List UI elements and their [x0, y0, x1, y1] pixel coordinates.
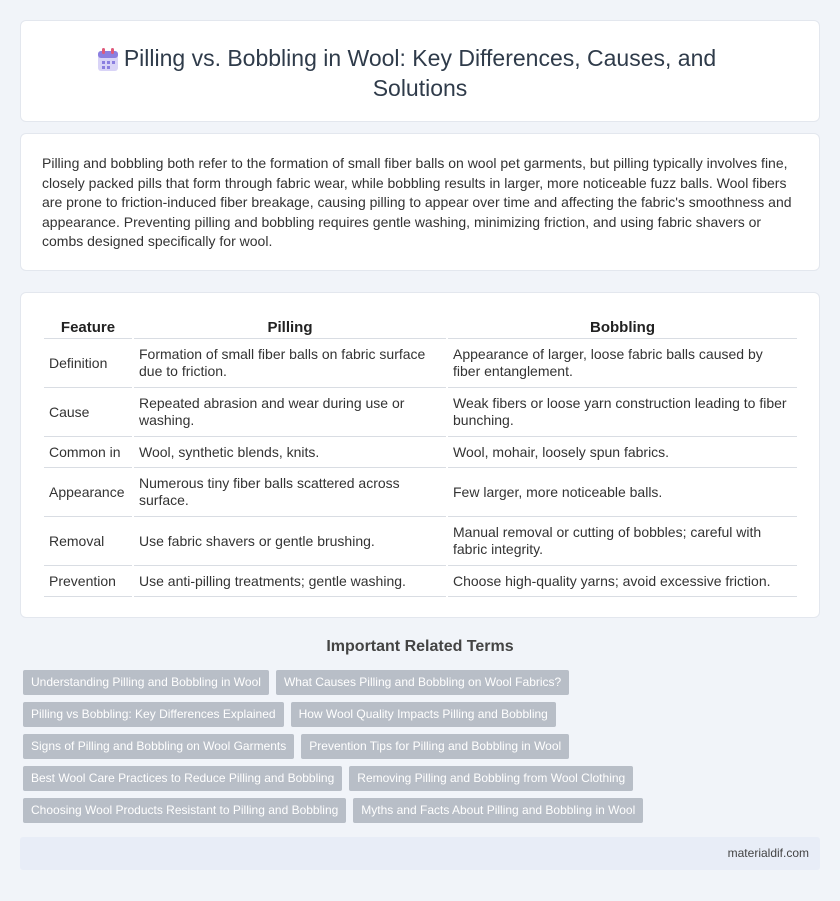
table-row — [44, 468, 797, 517]
cell-feature: Common in — [44, 437, 132, 468]
related-term-link[interactable]: Removing Pilling and Bobbling from Wool Clothing — [349, 766, 633, 791]
cell-bobbling: Wool, mohair, loosely spun fabrics. — [448, 437, 797, 468]
table-header-row — [44, 314, 797, 339]
footer — [20, 837, 820, 870]
cell-pilling: Repeated abrasion and wear during use or washing. — [134, 388, 446, 437]
page-title: Pilling vs. Bobbling in Wool: Key Differences, Causes, and Solutions — [123, 45, 717, 101]
table-row — [44, 437, 797, 468]
header-feature: Feature — [44, 314, 132, 339]
table-row — [44, 388, 797, 437]
related-terms-list — [23, 670, 813, 830]
comparison-table-card — [20, 292, 820, 618]
related-term-link[interactable]: Prevention Tips for Pilling and Bobbling in Wool — [301, 734, 569, 759]
related-term-link[interactable]: Understanding Pilling and Bobbling in Wool — [23, 670, 269, 695]
cell-pilling: Numerous tiny fiber balls scattered across surface. — [134, 468, 446, 517]
cell-pilling: Use anti-pilling treatments; gentle washing. — [134, 566, 446, 597]
related-term-link[interactable]: Pilling vs Bobbling: Key Differences Explained — [23, 702, 284, 727]
cell-feature: Appearance — [44, 468, 132, 517]
cell-bobbling: Few larger, more noticeable balls. — [448, 468, 797, 517]
table-row — [44, 517, 797, 566]
related-term-link[interactable]: Myths and Facts About Pilling and Bobbling in Wool — [353, 798, 643, 823]
cell-feature: Definition — [44, 339, 132, 388]
comparison-table — [42, 314, 799, 597]
header-pilling: Pilling — [134, 314, 446, 339]
footer-site-name: materialdif.com — [727, 846, 809, 860]
cell-feature: Prevention — [44, 566, 132, 597]
summary-text: Pilling and bobbling both refer to the formation of small fiber balls on wool pet garments, but pilling typically involves fine, closely packed pills that form through fabric wear, while bobbling results in larger, more noticeable fuzz balls. Wool fibers are prone to friction-induced fiber breakage, causing pilling to appear over time and affecting the fabric's smoothness and appearance. Preventing pilling and bobbling requires gentle washing, minimizing friction, and using fabric shavers or combs designed specifically for wool. — [42, 155, 792, 250]
calendar-icon — [96, 47, 120, 73]
table-row — [44, 339, 797, 388]
cell-bobbling: Weak fibers or loose yarn construction leading to fiber bunching. — [448, 388, 797, 437]
header-bobbling: Bobbling — [448, 314, 797, 339]
related-term-link[interactable]: Choosing Wool Products Resistant to Pilling and Bobbling — [23, 798, 346, 823]
cell-bobbling: Choose high-quality yarns; avoid excessive friction. — [448, 566, 797, 597]
cell-feature: Cause — [44, 388, 132, 437]
cell-pilling: Wool, synthetic blends, knits. — [134, 437, 446, 468]
related-term-link[interactable]: How Wool Quality Impacts Pilling and Bobbling — [291, 702, 556, 727]
related-term-link[interactable]: Best Wool Care Practices to Reduce Pilling and Bobbling — [23, 766, 342, 791]
cell-bobbling: Manual removal or cutting of bobbles; careful with fabric integrity. — [448, 517, 797, 566]
cell-bobbling: Appearance of larger, loose fabric balls caused by fiber entanglement. — [448, 339, 797, 388]
title-row — [21, 43, 819, 103]
summary-card — [20, 133, 820, 271]
related-term-link[interactable]: Signs of Pilling and Bobbling on Wool Garments — [23, 734, 294, 759]
related-term-link[interactable]: What Causes Pilling and Bobbling on Wool Fabrics? — [276, 670, 569, 695]
cell-pilling: Use fabric shavers or gentle brushing. — [134, 517, 446, 566]
related-terms-heading: Important Related Terms — [326, 638, 514, 655]
table-row — [44, 566, 797, 597]
cell-pilling: Formation of small fiber balls on fabric surface due to friction. — [134, 339, 446, 388]
cell-feature: Removal — [44, 517, 132, 566]
title-card — [20, 20, 820, 122]
